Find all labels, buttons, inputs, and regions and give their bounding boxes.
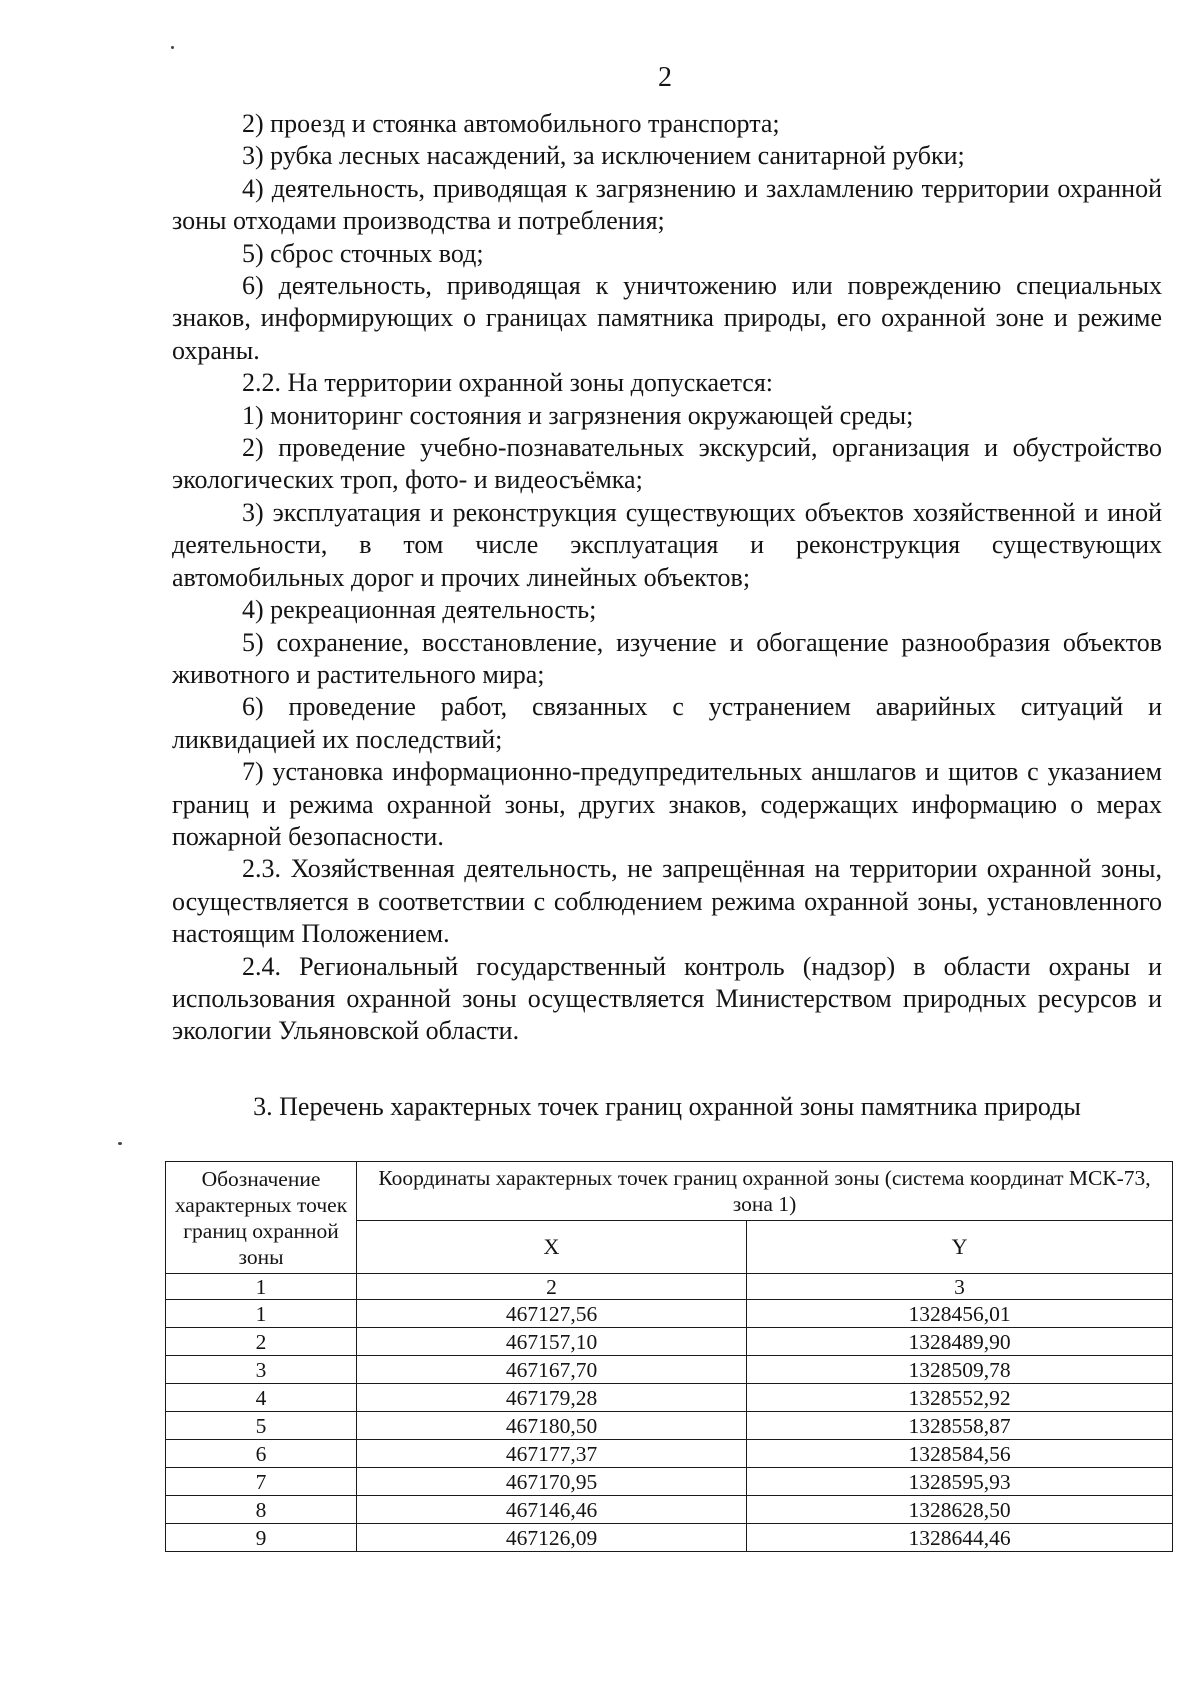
coordinates-table: [165, 1161, 1173, 1552]
table-row: [166, 1328, 1173, 1356]
table-row: [166, 1440, 1173, 1468]
y-value: 1328456,01: [747, 1300, 1173, 1328]
page-number: 2: [658, 62, 672, 93]
y-value: 1328489,90: [747, 1328, 1173, 1356]
paragraph: 2.3. Хозяйственная деятельность, не запрещённая на территории охранной зоны, осуществляется в соответствии с соблюдением режима охранной зоны, установленного настоящим Положением.: [172, 854, 1162, 949]
x-value: 467167,70: [357, 1356, 747, 1384]
x-value: 467126,09: [357, 1524, 747, 1552]
x-value: 467177,37: [357, 1440, 747, 1468]
header-x: X: [357, 1221, 747, 1274]
point-id: 1: [166, 1300, 357, 1328]
y-value: 1328509,78: [747, 1356, 1173, 1384]
table-row: [166, 1384, 1173, 1412]
scan-speck: [171, 46, 174, 49]
column-number: 3: [747, 1274, 1173, 1300]
paragraph: 4) деятельность, приводящая к загрязнению и захламлению территории охранной зоны отходами производства и потребления;: [172, 173, 1162, 236]
point-id: 7: [166, 1468, 357, 1496]
header-coordinates: Координаты характерных точек границ охранной зоны (система координат МСК-73, зона 1): [357, 1162, 1173, 1221]
y-value: 1328595,93: [747, 1468, 1173, 1496]
paragraph: 2) проезд и стоянка автомобильного транспорта;: [242, 109, 780, 138]
header-y: Y: [747, 1221, 1173, 1274]
point-id: 8: [166, 1496, 357, 1524]
table-row: [166, 1356, 1173, 1384]
point-id: 4: [166, 1384, 357, 1412]
point-id: 2: [166, 1328, 357, 1356]
paragraph: 4) рекреационная деятельность;: [242, 595, 597, 625]
paragraph: 3) эксплуатация и реконструкция существующих объектов хозяйственной и иной деятельности, в том числе эксплуатация и реконструкция существующих автомобильных дорог и прочих линейных объектов;: [172, 497, 1162, 592]
paragraph: 5) сохранение, восстановление, изучение и обогащение разнообразия объектов животного и растительного мира;: [172, 627, 1162, 689]
table-row: [166, 1468, 1173, 1496]
y-value: 1328628,50: [747, 1496, 1173, 1524]
paragraph: 2) проведение учебно-познавательных экскурсий, организация и обустройство экологических троп, фото- и видеосъёмка;: [172, 433, 1162, 495]
x-value: 467180,50: [357, 1412, 747, 1440]
paragraph: 6) деятельность, приводящая к уничтожению или повреждению специальных знаков, информирующих о границах памятника природы, его охранной зоне и режиме охраны.: [172, 271, 1162, 365]
header-point-designation: Обозначение характерных точек границ охранной зоны: [166, 1162, 357, 1274]
point-id: 9: [166, 1524, 357, 1552]
table-row: [166, 1300, 1173, 1328]
x-value: 467179,28: [357, 1384, 747, 1412]
y-value: 1328552,92: [747, 1384, 1173, 1412]
paragraph: 2.4. Региональный государственный контроль (надзор) в области охраны и использования охранной зоны осуществляется Министерством природных ресурсов и экологии Ульяновской области.: [172, 951, 1162, 1046]
x-value: 467146,46: [357, 1496, 747, 1524]
y-value: 1328584,56: [747, 1440, 1173, 1468]
table-row: [166, 1496, 1173, 1524]
paragraph: 5) сброс сточных вод;: [242, 238, 484, 268]
paragraph: 2.2. На территории охранной зоны допускается:: [242, 368, 774, 398]
table-row: [166, 1524, 1173, 1552]
scan-speck: [118, 1142, 122, 1145]
paragraph: 7) установка информационно-предупредительных аншлагов и щитов с указанием границ и режима охранной зоны, других знаков, содержащих информацию о мерах пожарной безопасности.: [172, 757, 1162, 851]
paragraph: 1) мониторинг состояния и загрязнения окружающей среды;: [242, 400, 914, 430]
paragraph: 3) рубка лесных насаждений, за исключением санитарной рубки;: [242, 141, 965, 171]
point-id: 5: [166, 1412, 357, 1440]
x-value: 467157,10: [357, 1328, 747, 1356]
point-id: 6: [166, 1440, 357, 1468]
x-value: 467127,56: [357, 1300, 747, 1328]
section-heading: 3. Перечень характерных точек границ охранной зоны памятника природы: [253, 1092, 1081, 1121]
body-text: [172, 108, 1162, 1048]
y-value: 1328558,87: [747, 1412, 1173, 1440]
y-value: 1328644,46: [747, 1524, 1173, 1552]
paragraph: 6) проведение работ, связанных с устранением аварийных ситуаций и ликвидацией их последствий;: [172, 692, 1162, 754]
point-id: 3: [166, 1356, 357, 1384]
column-number: 2: [357, 1274, 747, 1300]
column-number: 1: [166, 1274, 357, 1300]
x-value: 467170,95: [357, 1468, 747, 1496]
table-row: [166, 1412, 1173, 1440]
